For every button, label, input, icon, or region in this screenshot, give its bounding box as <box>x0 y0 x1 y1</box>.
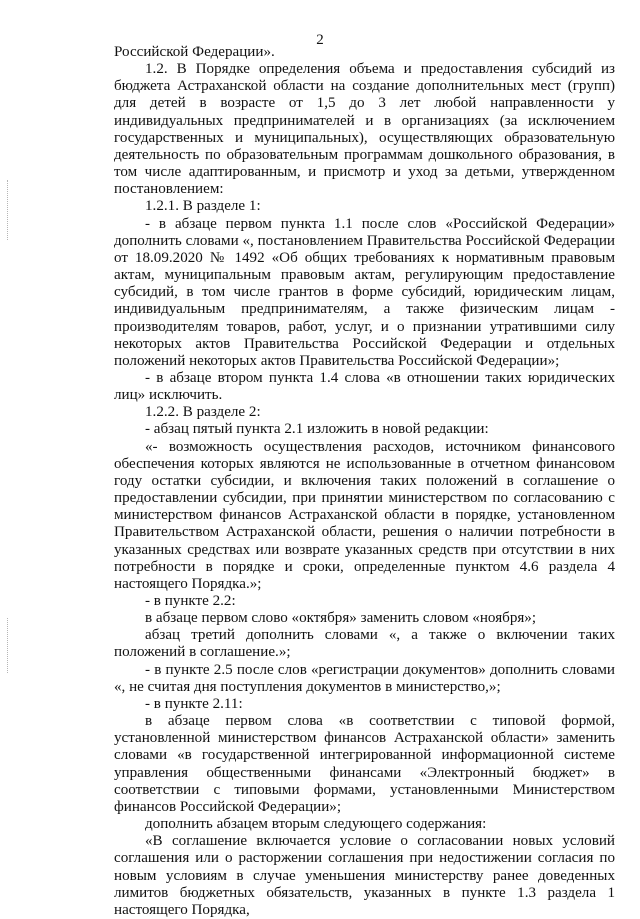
paragraph: дополнить абзацем вторым следующего содержания: <box>145 816 487 833</box>
paragraph: абзац третий дополнить словами «, а также о включении таких положений в соглашение.»; <box>114 627 615 661</box>
paragraph: «В соглашение включается условие о согласовании новых условий соглашения или о расторжении соглашения при недостижении согласия по новым условиям в случае уменьшения министерству ранее доведенных лимитов бюджетных обязательств, указанных в пункте 1.3 раздела 1 настоящего Порядка, <box>114 833 615 918</box>
scan-margin-mark <box>7 180 10 240</box>
paragraph: в абзаце первом слово «октября» заменить словом «ноября»; <box>145 610 537 627</box>
paragraph: в абзаце первом слова «в соответствии с типовой формой, установленной министерством финансов Астраханской области» заменить словами «в государственной интегрированной информационной системе управления общественными финансами «Электронный бюджет» в соответствии с типовыми формами, установленными Министерством финансов Российской Федерации»; <box>114 713 615 815</box>
paragraph: - в пункте 2.5 после слов «регистрации документов» дополнить словами «, не считая дня поступления документов в министерство,»; <box>114 661 615 695</box>
paragraph: - в пункте 2.11: <box>145 695 243 712</box>
paragraph: 1.2.1. В разделе 1: <box>145 198 261 215</box>
paragraph: - в абзаце втором пункта 1.4 слова «в отношении таких юридических лиц» исключить. <box>114 369 615 404</box>
paragraph: - в абзаце первом пункта 1.1 после слов «Российской Федерации» дополнить словами «, постановлением Правительства Российской Федерации от 18.09.2020 № 1492 «Об общих требованиях к нормативным правовым актам, муниципальным правовым актам, регулирующим предоставление субсидий, в том числе грантов в форме субсидий, юридическим лицам, индивидуальным предпринимателям, а также физическим лицам - производителям товаров, работ, услуг, и о признании утратившими силу некоторых актов Правительства Российской Федерации и отдельных положений некоторых актов Правительства Российской Федерации»; <box>114 215 615 369</box>
document-body <box>114 44 615 919</box>
page-number: 2 <box>316 32 324 48</box>
paragraph: 1.2. В Порядке определения объема и предоставления субсидий из бюджета Астраханской области на создание дополнительных мест (групп) для детей в возрасте от 1,5 до 3 лет любой направленности у индивидуальных предпринимателей и в организациях (за исключением государственных и муниципальных), осуществляющих образовательную деятельность по образовательным программам дошкольного образования, в том числе адаптированным, и присмотр и уход за детьми, утвержденном постановлением: <box>114 61 615 198</box>
paragraph: - абзац пятый пункта 2.1 изложить в новой редакции: <box>145 421 489 438</box>
paragraph: «- возможность осуществления расходов, источником финансового обеспечения которых являются не использованные в отчетном финансовом году остатки субсидии, и включения таких положений в соглашение о предоставлении субсидии, при принятии министерством по согласованию с министерством финансов Астраханской области в порядке, установленном Правительством Астраханской области, решения о наличии потребности в указанных средствах или возврате указанных средств при отсутствии в них потребности в порядке и сроки, определенные пунктом 4.6 раздела 4 настоящего Порядка.»; <box>114 438 615 592</box>
paragraph: Российской Федерации». <box>114 44 275 60</box>
scan-margin-mark <box>7 618 10 673</box>
paragraph: 1.2.2. В разделе 2: <box>145 404 261 421</box>
paragraph: - в пункте 2.2: <box>145 593 236 609</box>
